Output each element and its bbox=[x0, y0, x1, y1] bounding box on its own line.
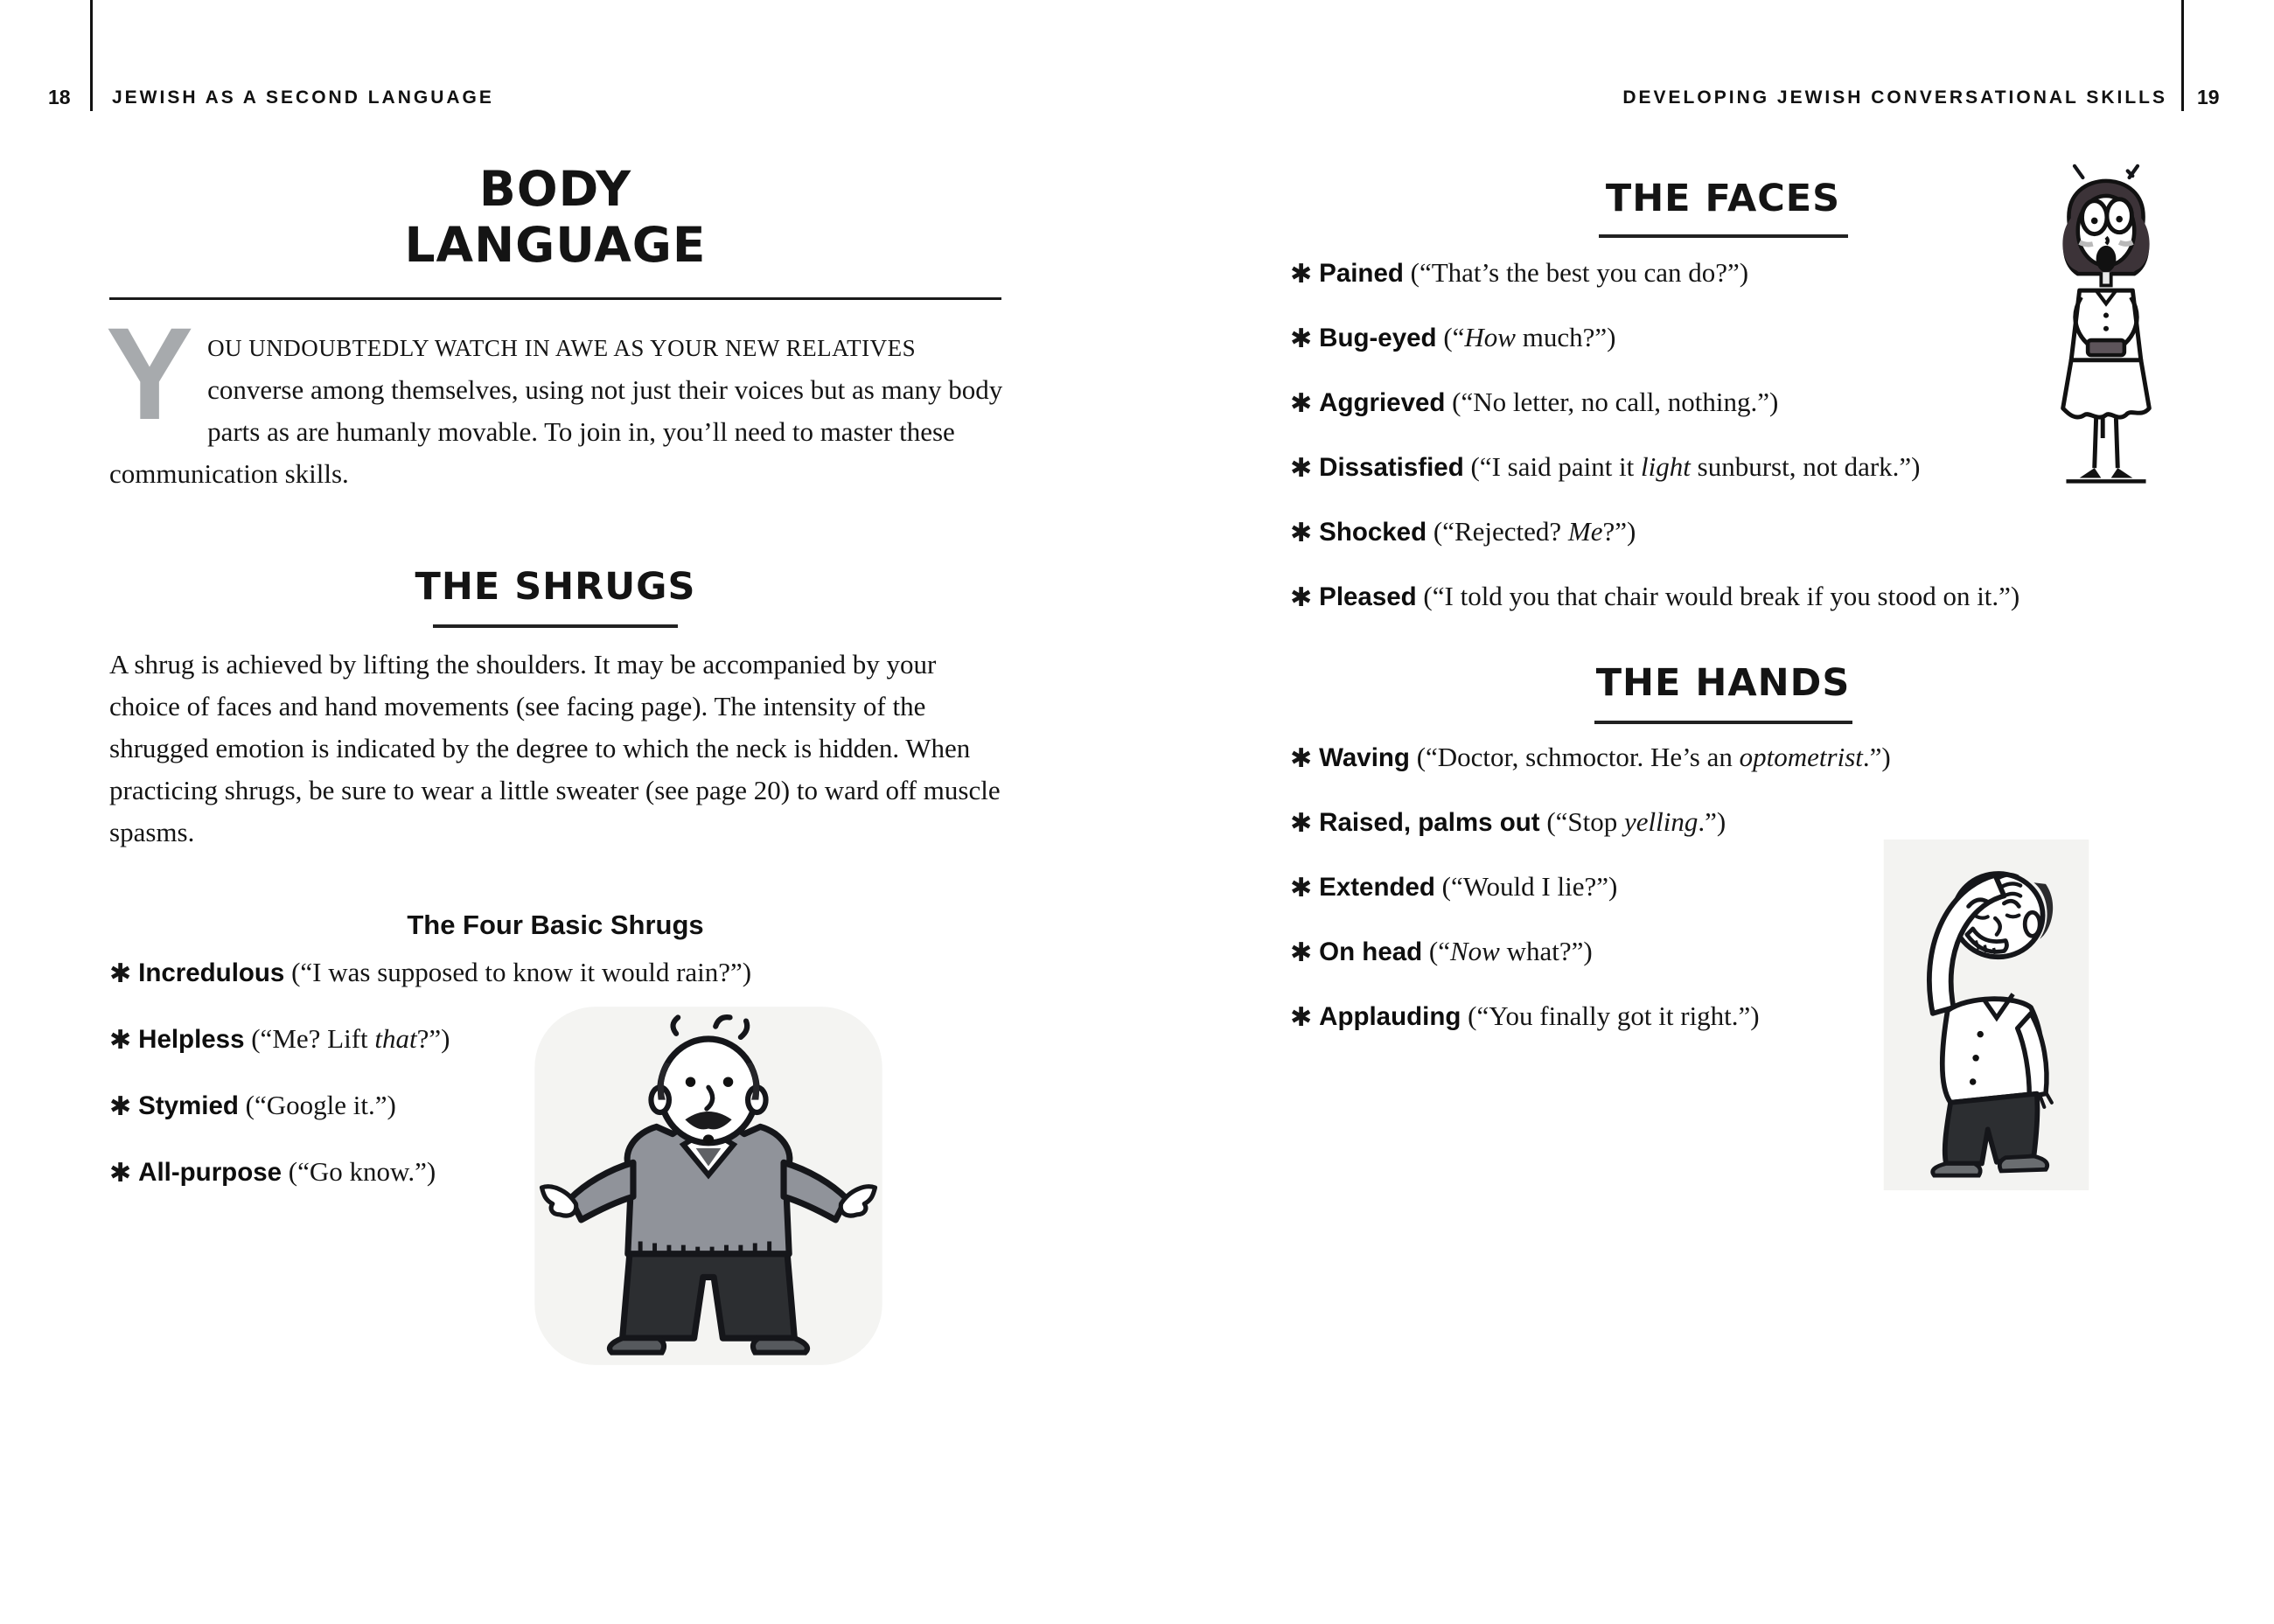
item-label: Applauding bbox=[1319, 1002, 1461, 1031]
item-label: Dissatisfied bbox=[1319, 453, 1464, 482]
title-rule bbox=[109, 297, 1001, 300]
item-quote: (“I said paint it bbox=[1463, 451, 1642, 482]
asterisk-bullet-icon: ✱ bbox=[109, 1025, 132, 1056]
item-quote-rest: .”) bbox=[1698, 806, 1726, 837]
item-label: Incredulous bbox=[138, 958, 285, 987]
list-item-pleased bbox=[1290, 579, 2019, 616]
list-item-aggrieved bbox=[1290, 385, 2019, 422]
left-header-rule bbox=[90, 0, 93, 111]
item-quote-rest: what?”) bbox=[1499, 936, 1593, 966]
item-label: All-purpose bbox=[138, 1158, 283, 1187]
item-label: On head bbox=[1319, 937, 1423, 966]
item-quote: (“ bbox=[1436, 322, 1465, 352]
item-label: Helpless bbox=[138, 1025, 245, 1054]
faces-heading: THE FACES bbox=[1605, 177, 1841, 220]
item-quote: (“No letter, no call, nothing.”) bbox=[1445, 387, 1779, 417]
asterisk-bullet-icon: ✱ bbox=[1290, 518, 1313, 548]
item-label: Aggrieved bbox=[1319, 388, 1446, 417]
list-item-raised-palms-out bbox=[1290, 805, 1891, 841]
left-page-number: 18 bbox=[48, 86, 71, 108]
list-item-on-head bbox=[1290, 934, 1891, 971]
item-quote-em: Me bbox=[1567, 516, 1603, 547]
faces-list bbox=[1290, 255, 2019, 644]
item-label: Raised, palms out bbox=[1319, 808, 1540, 837]
faces-heading-underline bbox=[1599, 234, 1848, 238]
list-item-pained bbox=[1290, 255, 2019, 292]
intro-body-text: converse among themselves, using not just their voices but as many body parts as are humanly movable. To join in, you’ll need to master these communication skills. bbox=[109, 374, 1003, 489]
item-quote-em: light bbox=[1641, 451, 1691, 482]
item-quote-rest: .”) bbox=[1862, 742, 1891, 772]
item-quote: (“Go know.”) bbox=[282, 1156, 436, 1187]
list-item-waving bbox=[1290, 740, 1891, 777]
asterisk-bullet-icon: ✱ bbox=[109, 1158, 132, 1188]
item-label: Waving bbox=[1319, 743, 1410, 772]
item-quote: (“Doctor, schmoctor. He’s an bbox=[1409, 742, 1740, 772]
asterisk-bullet-icon: ✱ bbox=[1290, 453, 1313, 484]
item-label: Pained bbox=[1319, 259, 1404, 288]
list-item-bug-eyed bbox=[1290, 320, 2019, 357]
item-quote: (“You finally got it right.”) bbox=[1461, 1000, 1760, 1031]
list-item-dissatisfied bbox=[1290, 450, 2019, 486]
asterisk-bullet-icon: ✱ bbox=[1290, 873, 1313, 903]
item-quote: (“Would I lie?”) bbox=[1434, 871, 1618, 902]
hand-on-head-man-cartoon-svg bbox=[1882, 838, 2090, 1192]
chapter-title bbox=[109, 161, 1001, 273]
shrugging-man-cartoon bbox=[529, 1001, 888, 1370]
list-item-applauding bbox=[1290, 999, 1891, 1035]
item-label: Stymied bbox=[138, 1091, 239, 1120]
asterisk-bullet-icon: ✱ bbox=[1290, 937, 1313, 968]
item-quote-em: yelling bbox=[1624, 806, 1699, 837]
hands-heading: THE HANDS bbox=[1595, 661, 1851, 705]
item-quote: (“I was supposed to know it would rain?”) bbox=[284, 957, 752, 987]
item-quote: (“Stop bbox=[1539, 806, 1625, 837]
hand-on-head-man-cartoon bbox=[1882, 838, 2090, 1192]
asterisk-bullet-icon: ✱ bbox=[1290, 324, 1313, 354]
chapter-title-line1: BODY bbox=[478, 161, 632, 217]
item-quote: (“Rejected? bbox=[1426, 516, 1568, 547]
intro-paragraph bbox=[106, 300, 1005, 495]
shrugs-heading: THE SHRUGS bbox=[415, 565, 696, 609]
item-quote-rest: ?”) bbox=[1602, 516, 1636, 547]
asterisk-bullet-icon: ✱ bbox=[1290, 388, 1313, 419]
item-quote: (“Me? Lift bbox=[244, 1023, 375, 1054]
asterisk-bullet-icon: ✱ bbox=[1290, 1002, 1313, 1033]
asterisk-bullet-icon: ✱ bbox=[109, 1091, 132, 1122]
item-quote: (“Google it.”) bbox=[238, 1090, 396, 1120]
right-running-head: DEVELOPING JEWISH CONVERSATIONAL SKILLS bbox=[1622, 87, 2167, 108]
shocked-woman-cartoon bbox=[2040, 163, 2173, 519]
item-quote-em: optometrist bbox=[1739, 742, 1863, 772]
item-quote-rest: sunburst, not dark.”) bbox=[1690, 451, 1921, 482]
item-quote: (“I told you that chair would break if you stood on it.”) bbox=[1416, 581, 2020, 611]
hands-list bbox=[1290, 740, 1891, 1063]
item-quote-em: How bbox=[1464, 322, 1516, 352]
asterisk-bullet-icon: ✱ bbox=[109, 958, 132, 989]
item-quote: (“That’s the best you can do?”) bbox=[1403, 257, 1749, 288]
item-label: Bug-eyed bbox=[1319, 324, 1437, 352]
item-label: Pleased bbox=[1319, 582, 1417, 611]
list-item-extended bbox=[1290, 869, 1891, 906]
drop-cap: Y bbox=[106, 300, 194, 447]
right-page-number: 19 bbox=[2197, 86, 2220, 108]
shrugs-body-text: A shrug is achieved by lifting the shoulders. It may be accompanied by your choice of faces and hand movements (see facing page). The intensity of the shrugged emotion is indicated by the degree to which the neck is hidden. When practicing shrugs, be sure to wear a little sweater (see page 20) to ward off muscle spasms. bbox=[109, 649, 1001, 847]
asterisk-bullet-icon: ✱ bbox=[1290, 743, 1313, 774]
item-quote-rest: ?”) bbox=[416, 1023, 450, 1054]
item-quote: (“ bbox=[1422, 936, 1450, 966]
asterisk-bullet-icon: ✱ bbox=[1290, 582, 1313, 613]
list-item-shocked bbox=[1290, 514, 2019, 551]
item-label: Shocked bbox=[1319, 518, 1427, 547]
list-item-incredulous bbox=[109, 955, 751, 992]
item-quote-em: Now bbox=[1450, 936, 1500, 966]
asterisk-bullet-icon: ✱ bbox=[1290, 259, 1313, 289]
intro-lead-caps: OU UNDOUBTEDLY WATCH IN AWE AS YOUR NEW RELATIVES bbox=[207, 335, 917, 361]
chapter-title-line2: LANGUAGE bbox=[404, 217, 707, 273]
shrugging-man-cartoon-svg bbox=[529, 1001, 888, 1370]
item-quote-rest: much?”) bbox=[1515, 322, 1616, 352]
hands-heading-underline bbox=[1594, 721, 1852, 724]
asterisk-bullet-icon: ✱ bbox=[1290, 808, 1313, 839]
item-label: Extended bbox=[1319, 873, 1435, 902]
shocked-woman-cartoon-svg bbox=[2040, 163, 2173, 519]
right-header-rule bbox=[2181, 0, 2184, 111]
four-basic-shrugs-subheading: The Four Basic Shrugs bbox=[407, 910, 704, 940]
item-quote-em: that bbox=[374, 1023, 417, 1054]
left-running-head: JEWISH AS A SECOND LANGUAGE bbox=[112, 87, 494, 108]
shrugs-heading-underline bbox=[433, 624, 678, 628]
